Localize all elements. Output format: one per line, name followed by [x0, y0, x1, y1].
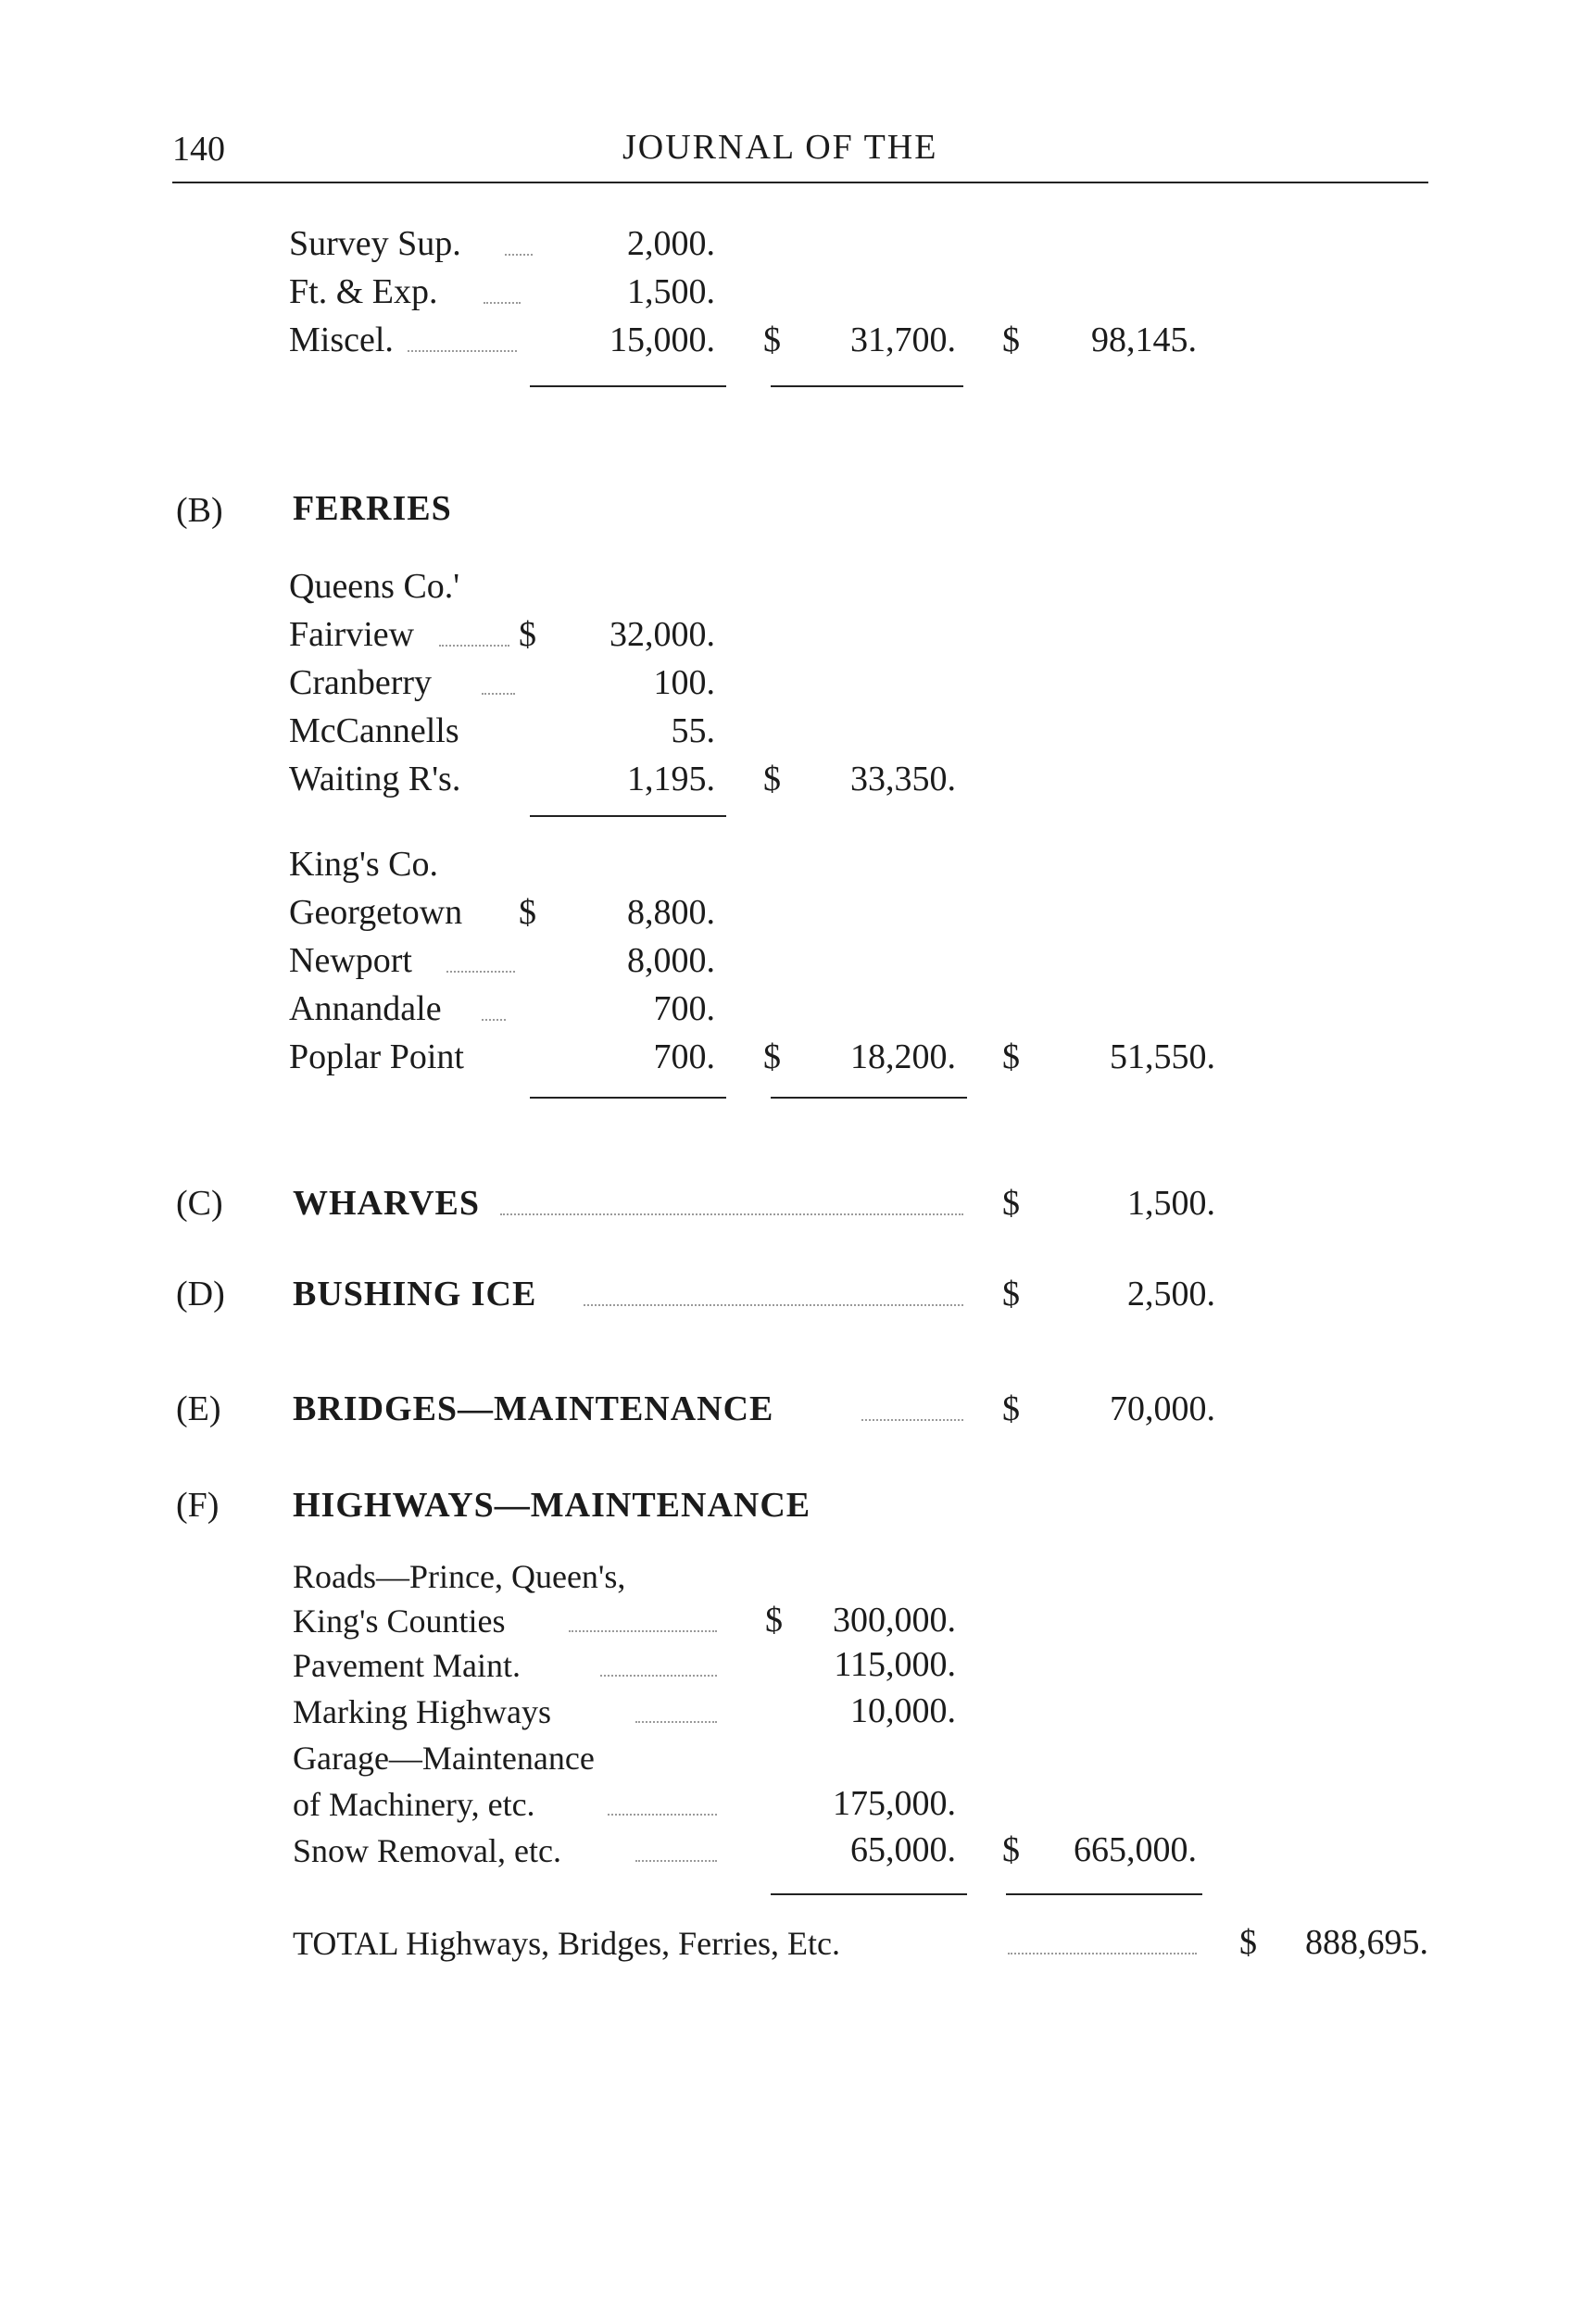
highway-item-amount: 10,000.	[850, 1691, 956, 1730]
survey-item-amount: 15,000.	[609, 320, 715, 359]
sum-rule	[530, 815, 726, 817]
section-letter: (F)	[176, 1486, 220, 1525]
ferry-label: Fairview	[289, 615, 415, 654]
highway-item-label: of Machinery, etc.	[293, 1786, 535, 1823]
highway-item-label: Pavement Maint.	[293, 1647, 521, 1684]
ferry-label: McCannells	[289, 711, 459, 750]
ferry-amount: 700.	[653, 989, 715, 1028]
section-heading: FERRIES	[293, 489, 452, 528]
leader-dots	[484, 302, 521, 304]
ferry-amount: 700.	[653, 1037, 715, 1076]
ferry-label: Georgetown	[289, 893, 463, 932]
header-rule	[172, 182, 1428, 183]
queens-subtotal: 33,350.	[850, 760, 956, 798]
leader-dots	[482, 693, 515, 695]
sum-rule	[1006, 1893, 1202, 1895]
leader-dots	[861, 1419, 963, 1421]
ferry-label: Waiting R's.	[289, 760, 461, 798]
highway-item-amount: 300,000.	[833, 1601, 956, 1640]
sum-rule	[530, 385, 726, 387]
ferry-amount: 100.	[653, 663, 715, 702]
leader-dots	[635, 1860, 717, 1862]
leader-dots	[635, 1721, 717, 1723]
ferries-total: 51,550.	[1110, 1037, 1215, 1076]
dollar-sign: $	[1002, 1184, 1020, 1223]
ferry-amount: 55.	[671, 711, 715, 750]
running-title: JOURNAL OF THE	[622, 128, 938, 167]
ferry-label: Poplar Point	[289, 1037, 464, 1076]
ferry-label: Annandale	[289, 989, 442, 1028]
ferry-label: Newport	[289, 941, 412, 980]
ferry-label: Cranberry	[289, 663, 433, 702]
dollar-sign: $	[1239, 1923, 1257, 1962]
section-heading: WHARVES	[293, 1184, 481, 1223]
survey-subtotal: 31,700.	[850, 320, 956, 359]
leader-dots	[608, 1814, 717, 1816]
leader-dots	[600, 1675, 717, 1677]
dollar-sign: $	[763, 320, 781, 359]
leader-dots	[500, 1213, 963, 1215]
survey-item-amount: 2,000.	[627, 224, 715, 263]
dollar-sign: $	[1002, 320, 1020, 359]
sum-rule	[771, 1893, 967, 1895]
ferry-amount: 1,195.	[627, 760, 715, 798]
page-number: 140	[172, 130, 225, 169]
section-heading: BUSHING ICE	[293, 1275, 537, 1313]
leader-dots	[1008, 1953, 1197, 1954]
highway-item-amount: 65,000.	[850, 1830, 956, 1869]
leader-dots	[569, 1630, 717, 1632]
dollar-sign: $	[1002, 1389, 1020, 1428]
dollar-sign: $	[519, 615, 536, 654]
wharves-total: 1,500.	[1127, 1184, 1215, 1223]
sum-rule	[530, 1097, 726, 1099]
highway-item-amount: 115,000.	[834, 1645, 956, 1684]
county-heading: King's Co.	[289, 845, 438, 884]
highway-item-label: Roads—Prince, Queen's,	[293, 1558, 626, 1595]
dollar-sign: $	[763, 1037, 781, 1076]
grand-total-label: TOTAL Highways, Bridges, Ferries, Etc.	[293, 1925, 841, 1962]
dollar-sign: $	[765, 1601, 783, 1640]
highway-item-label: Garage—Maintenance	[293, 1740, 595, 1777]
ferry-amount: 8,800.	[627, 893, 715, 932]
county-heading: Queens Co.'	[289, 567, 460, 606]
survey-item-label: Survey Sup.	[289, 224, 461, 263]
highways-total: 665,000.	[1074, 1830, 1197, 1869]
leader-dots	[482, 1019, 506, 1021]
section-letter: (E)	[176, 1389, 221, 1428]
bushing-ice-total: 2,500.	[1127, 1275, 1215, 1313]
ferry-amount: 8,000.	[627, 941, 715, 980]
bridges-total: 70,000.	[1110, 1389, 1215, 1428]
dollar-sign: $	[1002, 1275, 1020, 1313]
ferry-amount: 32,000.	[609, 615, 715, 654]
dollar-sign: $	[763, 760, 781, 798]
grand-total-amount: 888,695.	[1305, 1923, 1428, 1962]
section-heading: HIGHWAYS—MAINTENANCE	[293, 1486, 811, 1525]
kings-subtotal: 18,200.	[850, 1037, 956, 1076]
survey-item-label: Miscel.	[289, 320, 394, 359]
survey-item-amount: 1,500.	[627, 272, 715, 311]
survey-total: 98,145.	[1091, 320, 1197, 359]
sum-rule	[771, 385, 963, 387]
dollar-sign: $	[1002, 1830, 1020, 1869]
leader-dots	[505, 254, 533, 256]
section-heading: BRIDGES—MAINTENANCE	[293, 1389, 774, 1428]
section-letter: (B)	[176, 491, 223, 530]
highway-item-label: Marking Highways	[293, 1693, 551, 1730]
sum-rule	[771, 1097, 967, 1099]
survey-item-label: Ft. & Exp.	[289, 272, 438, 311]
leader-dots	[446, 971, 515, 973]
leader-dots	[408, 350, 517, 352]
leader-dots	[439, 645, 509, 647]
highway-item-amount: 175,000.	[833, 1784, 956, 1823]
leader-dots	[584, 1304, 963, 1306]
dollar-sign: $	[1002, 1037, 1020, 1076]
highway-item-label: Snow Removal, etc.	[293, 1832, 561, 1869]
highway-item-label: King's Counties	[293, 1602, 506, 1640]
section-letter: (C)	[176, 1184, 223, 1223]
dollar-sign: $	[519, 893, 536, 932]
section-letter: (D)	[176, 1275, 225, 1313]
